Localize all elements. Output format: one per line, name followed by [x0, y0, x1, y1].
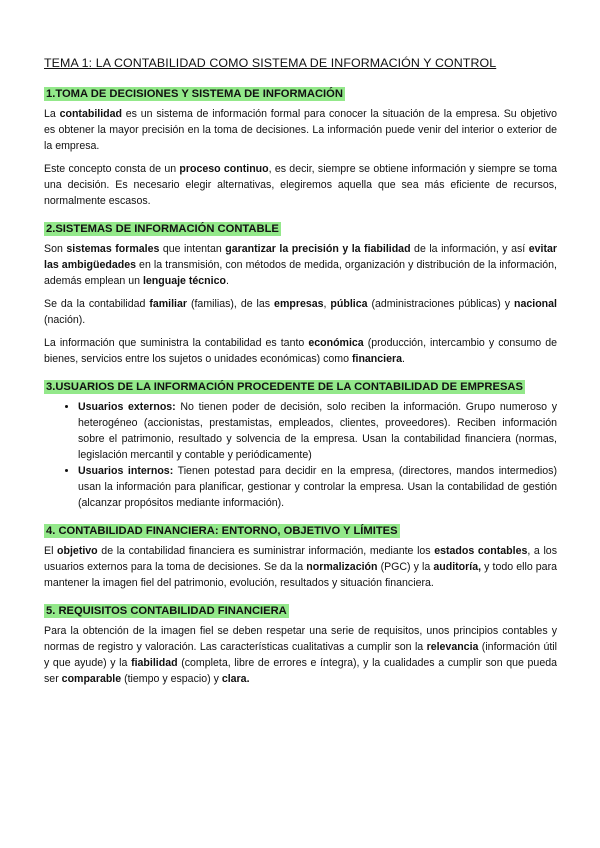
- section-4: [44, 521, 557, 591]
- page-title: TEMA 1: LA CONTABILIDAD COMO SISTEMA DE INFORMACIÓN Y CONTROL: [44, 56, 497, 70]
- bullet-list: [44, 399, 557, 511]
- section-2: [44, 219, 557, 367]
- paragraph: La información que suministra la contabilidad es tanto económica (producción, intercambio y consumo de bienes, servicios entre los sujetos o unidades económicas) como financiera.: [44, 337, 557, 365]
- section-heading: 5. REQUISITOS CONTABILIDAD FINANCIERA: [46, 605, 287, 617]
- section-1: [44, 84, 557, 209]
- section-5: [44, 601, 557, 687]
- section-heading: 3.USUARIOS DE LA INFORMACIÓN PROCEDENTE DE LA CONTABILIDAD DE EMPRESAS: [46, 381, 523, 393]
- section-heading: 4. CONTABILIDAD FINANCIERA: ENTORNO, OBJETIVO Y LÍMITES: [46, 525, 398, 537]
- document-page: [44, 56, 557, 697]
- list-item: • Usuarios externos: No tienen poder de decisión, solo reciben la información. Grupo numeroso y heterogéneo (accionistas, prestamistas, empleados, clientes, proveedores). Reciben información sobre el patrimonio, resultado y solvencia de la empresa. Usan la contabilidad financiera (normas, legislación mercantil y contable y periódicamente): [78, 399, 557, 463]
- paragraph: Se da la contabilidad familiar (familias), de las empresas, pública (administraciones públicas) y nacional (nación).: [44, 298, 557, 326]
- section-heading: 1.TOMA DE DECISIONES Y SISTEMA DE INFORMACIÓN: [46, 88, 343, 100]
- paragraph: Para la obtención de la imagen fiel se deben respetar una serie de requisitos, unos principios contables y normas de registro y valoración. Las características cualitativas a cumplir son la relevancia (información útil y que ayude) y la fiabilidad (completa, libre de errores e íntegra), y la cualidades a cumplir son que pueda ser comparable (tiempo y espacio) y clara.: [44, 625, 557, 685]
- list-item: • Usuarios internos: Tienen potestad para decidir en la empresa, (directores, mandos intermedios) usan la información para planificar, gestionar y controlar la empresa. Usan la contabilidad de gestión (alcanzar propósitos mediante información).: [78, 463, 557, 511]
- section-heading: 2.SISTEMAS DE INFORMACIÓN CONTABLE: [46, 223, 279, 235]
- paragraph: El objetivo de la contabilidad financiera es suministrar información, mediante los estados contables, a los usuarios externos para la toma de decisiones. Se da la normalización (PGC) y la auditoría, y todo ello para mantener la imagen fiel del patrimonio, evolución, resultados y situación financiera.: [44, 545, 557, 589]
- paragraph: La contabilidad es un sistema de información formal para conocer la situación de la empresa. Su objetivo es obtener la mayor precisión en la toma de decisiones. La información puede venir del interior o exterior de la empresa.: [44, 108, 557, 152]
- section-3: [44, 377, 557, 511]
- paragraph: Son sistemas formales que intentan garantizar la precisión y la fiabilidad de la información, y así evitar las ambigüedades en la transmisión, con métodos de medida, organización y distribución de la información, además emplean un lenguaje técnico.: [44, 243, 557, 287]
- paragraph: Este concepto consta de un proceso continuo, es decir, siempre se obtiene información y siempre se toma una decisión. Es necesario elegir alternativas, elegiremos aquella que sea más eficiente de recursos, normalmente escasos.: [44, 163, 557, 207]
